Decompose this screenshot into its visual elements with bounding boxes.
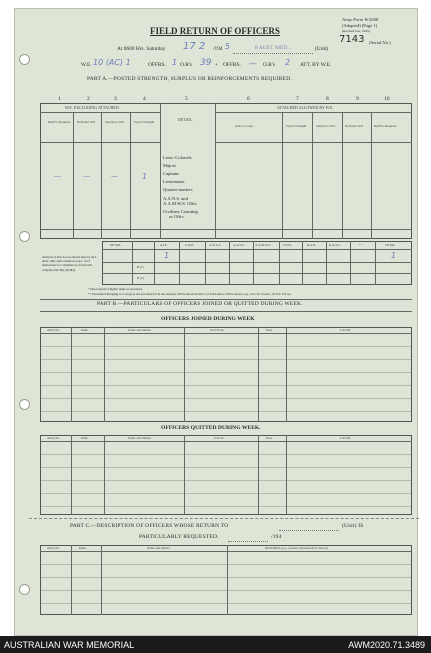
col-number: 9 bbox=[356, 96, 359, 102]
analysis-header-other: * * bbox=[359, 243, 363, 247]
unit-label: (Unit) bbox=[315, 46, 329, 52]
header-posted-left: Posted Strength. bbox=[134, 120, 155, 124]
quitted-header-cause: CAUSE. bbox=[340, 436, 352, 440]
quitted-header-rank: Rank. bbox=[81, 436, 89, 440]
analysis-row-b2: B (2) bbox=[137, 276, 144, 280]
part-a-heading: PART A.—POSTED STRENGTH, SURPLUS OR REINFORCEMENTS REQUIRED. bbox=[87, 76, 292, 82]
joined-header-cause: CAUSE. bbox=[340, 328, 352, 332]
header-surplus-right: Surplus to W.E. bbox=[316, 124, 337, 128]
analysis-header-aamws: A.A.M.W.S. bbox=[255, 243, 271, 247]
joined-header-name: Name and Initials. bbox=[128, 328, 152, 332]
joined-header-army-no: Army No. bbox=[47, 328, 60, 332]
quitted-header-date: Date. bbox=[266, 436, 273, 440]
quitted-title: OFFICERS QUITTED DURING WEEK. bbox=[161, 425, 261, 431]
quitted-table bbox=[40, 435, 412, 515]
serial-label: (Serial No.) bbox=[369, 40, 391, 45]
header-deficient-left: Deficient W.E. bbox=[77, 120, 96, 124]
header-deficient-right: Deficient W.E. bbox=[345, 124, 364, 128]
col-number: 1 bbox=[58, 96, 61, 102]
form-title: FIELD RETURN OF OFFICERS bbox=[150, 26, 280, 36]
mark-posted: 1 bbox=[142, 172, 148, 181]
analysis-header-aans: A.A.N.S. bbox=[233, 243, 245, 247]
ors-value: 39 bbox=[200, 58, 212, 68]
joined-header-date: Date. bbox=[266, 328, 273, 332]
col-number: 5 bbox=[185, 96, 188, 102]
rank-item: Lieutenants bbox=[163, 179, 185, 184]
part-c-header-name: Name and Initials. bbox=[147, 546, 171, 550]
analysis-total-value: 1 bbox=[391, 251, 397, 260]
header-detail: DETAIL. bbox=[178, 117, 194, 122]
analysis-header-ran: R.A.N. bbox=[307, 243, 317, 247]
binder-hole-2 bbox=[19, 231, 30, 242]
serial-number: 7143 bbox=[339, 34, 365, 45]
ors2-label: O.R's bbox=[263, 62, 275, 68]
we-label: W.E. bbox=[81, 62, 92, 68]
year-prefix: /194 bbox=[213, 46, 223, 52]
footnote-2: ** Personnel belonging to a category not provided for in the analysis will be shown in this Col. Particulars will be shown, e.g., 2b U.K. Forces; 1b N.Z. Forces. bbox=[88, 292, 292, 296]
col-number: 6 bbox=[247, 96, 250, 102]
footnote-1: * Insert detail of higher ranks as necessary. bbox=[88, 287, 143, 291]
we-value: 10 (AC) 1 bbox=[93, 58, 131, 67]
part-c-header-army-no: Army No. bbox=[47, 546, 60, 550]
header-posted-right: Posted Strength. bbox=[286, 124, 307, 128]
form-number: Army Form W.3008 bbox=[342, 17, 379, 22]
col-number: 3 bbox=[114, 96, 117, 102]
ors-label: O.R's bbox=[180, 62, 192, 68]
offrs-label: OFFRS. bbox=[148, 62, 166, 68]
rank-item: Lieut.-Colonels bbox=[163, 155, 192, 160]
mark-surplus: — bbox=[111, 172, 118, 180]
analysis-row-b1: B (1) bbox=[137, 265, 144, 269]
analysis-header-total: TOTAL bbox=[385, 243, 396, 247]
col-number: 4 bbox=[143, 96, 146, 102]
analysis-header-raaf: R.A.A.F. bbox=[329, 243, 341, 247]
rank-item: Civilians Counting bbox=[163, 209, 198, 214]
form-sheet bbox=[14, 8, 418, 636]
return-date: 17 2 bbox=[183, 41, 206, 52]
binder-hole-4 bbox=[19, 584, 30, 595]
part-c-table bbox=[40, 545, 412, 615]
archive-footer bbox=[0, 636, 431, 653]
binder-hole-3 bbox=[19, 399, 30, 410]
col-number: 10 bbox=[384, 96, 390, 102]
group-attached-allowed: ATTACHED ALLOWED BY W.E. bbox=[277, 105, 334, 110]
header-surplus-left: Surplus to W.E. bbox=[105, 120, 126, 124]
analysis-header-awas: A.W.A.S. bbox=[209, 243, 222, 247]
mark-reinforcements: — bbox=[54, 172, 61, 180]
form-adapted: (Adapted) (Page 1) bbox=[342, 23, 378, 28]
offrs-value: 1 bbox=[172, 58, 178, 67]
form-revised: (Revised Jan., 1945) bbox=[342, 29, 370, 33]
rank-item: A.A.N.S. and bbox=[163, 196, 188, 201]
col-number: 2 bbox=[87, 96, 90, 102]
mark-deficient: — bbox=[83, 172, 90, 180]
year-value: 5 bbox=[225, 42, 231, 51]
unit-name: 8 AUST. MED... bbox=[255, 45, 292, 51]
rank-item: Majors bbox=[163, 163, 177, 168]
header-reinforcements-left: Reinf'ts Required. bbox=[48, 120, 72, 124]
part-c-requested: PARTICULARLY REQUESTED. bbox=[139, 534, 219, 540]
joined-header-rank: Rank. bbox=[81, 328, 89, 332]
col-number: 7 bbox=[296, 96, 299, 102]
part-c-header-rank: Rank. bbox=[79, 546, 87, 550]
ors2-value: 2 bbox=[285, 58, 291, 67]
header-arm-corps: Arm or Corps. bbox=[235, 124, 254, 128]
part-c-header-remarks: REMARKS (e.g., present whereabouts if known). bbox=[265, 546, 329, 550]
part-b-heading: PART B.—PARTICULARS OF OFFICERS JOINED OR QUITTED DURING WEEK. bbox=[97, 301, 303, 307]
group-excluding-attached: W.E. EXCLUDING ATTACHED. bbox=[65, 105, 120, 110]
col-number: 8 bbox=[326, 96, 329, 102]
at-hours-text: At 0600 Hrs. Saturday bbox=[117, 46, 166, 52]
analysis-header-cmf: C.M.F. bbox=[185, 243, 194, 247]
part-c-unit-label: (Unit) IS bbox=[342, 523, 364, 529]
analysis-header-civil: CIVIL. bbox=[283, 243, 293, 247]
offrs2-value: — bbox=[249, 59, 257, 68]
analysis-note: Analysis of Part A to be shown here by ALL units. Only units entitled to para. 14 of instructions for compilation of form will complete Part B(1) & B(2). bbox=[42, 255, 97, 272]
part-c-date: /194 bbox=[271, 534, 282, 540]
ranks-list bbox=[163, 154, 198, 219]
joined-header-unit-from: Unit From. bbox=[210, 328, 225, 332]
rank-item: Quarter-masters bbox=[163, 187, 193, 192]
footer-accession-number: AWM2020.71.3489 bbox=[348, 640, 425, 650]
quitted-header-unit-to: Unit To. bbox=[214, 436, 225, 440]
analysis-header-detail: DETAIL bbox=[110, 243, 122, 247]
analysis-aif-value: 1 bbox=[164, 251, 170, 260]
footer-institution: AUSTRALIAN WAR MEMORIAL bbox=[4, 640, 135, 650]
plus-sign: + bbox=[215, 62, 219, 68]
analysis-table bbox=[102, 241, 412, 285]
joined-title: OFFICERS JOINED DURING WEEK bbox=[161, 316, 255, 322]
binder-hole-1 bbox=[19, 54, 30, 65]
rank-item: Captains bbox=[163, 171, 180, 176]
att-label: ATT. BY W.E. bbox=[300, 62, 332, 68]
rank-item: as Offrs. bbox=[169, 214, 185, 219]
quitted-header-name: Name and Initials. bbox=[128, 436, 152, 440]
offrs2-label: OFFRS. bbox=[223, 62, 241, 68]
analysis-header-aif: A.I.F. bbox=[160, 243, 168, 247]
joined-table bbox=[40, 327, 412, 422]
rank-item: A.A.M.W.S. Offrs bbox=[163, 201, 197, 206]
part-c-heading: PART C.—DESCRIPTION OF OFFICERS WHOSE RETURN TO bbox=[70, 523, 229, 529]
quitted-header-army-no: Army No. bbox=[47, 436, 60, 440]
header-reinforcements-right: Reinf'ts Required. bbox=[374, 124, 398, 128]
